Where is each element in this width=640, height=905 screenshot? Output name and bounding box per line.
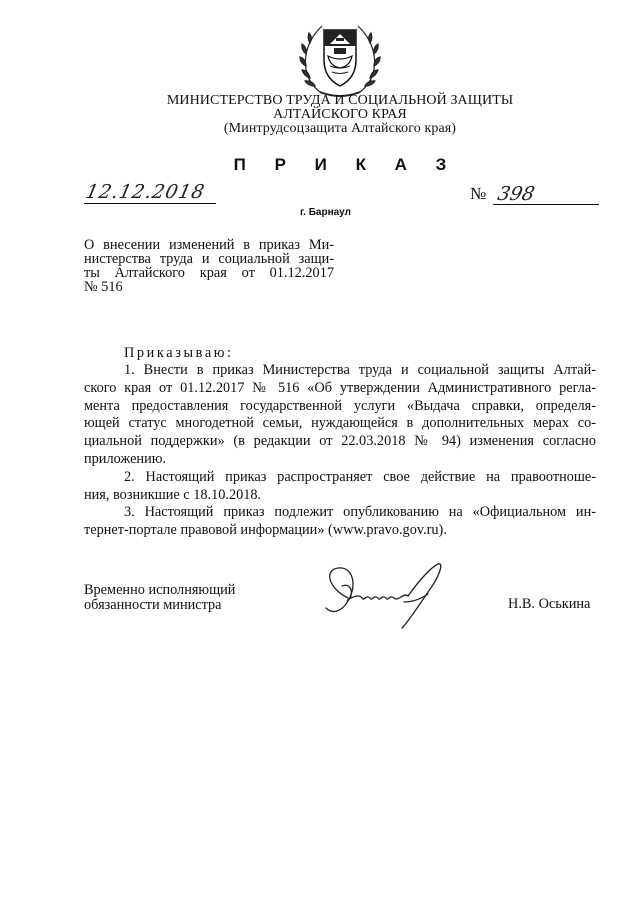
city-label: г. Барнаул — [300, 207, 351, 218]
order-subject — [84, 238, 334, 294]
body-line: ния, возникшие с 18.10.2018. — [84, 486, 262, 503]
order-body — [84, 362, 596, 540]
body-line: 2. Настоящий приказ распространяет свое действие на правоотноше- — [124, 468, 596, 485]
ministry-short-name: (Минтрудсоцзащита Алтайского края) — [223, 121, 457, 136]
body-line: тернет-портале правовой информации» (www.pravo.gov.ru). — [84, 522, 447, 539]
ministry-name-line2: АЛТАЙСКОГО КРАЯ — [273, 107, 407, 122]
position-line2: обязанности министра — [84, 596, 222, 613]
body-line: мента предоставления государственной услуги «Выдача справки, определя- — [84, 397, 596, 414]
signatory-position — [84, 583, 235, 613]
signatory-name: Н.В. Оськина — [508, 596, 591, 612]
decree-word: Приказываю: — [124, 345, 234, 361]
order-date-handwritten: 12.12.2018 — [83, 181, 208, 203]
subject-line: нистерства труда и социальной защи- — [84, 251, 334, 267]
body-line: 3. Настоящий приказ подлежит опубликованию на «Официальном ин- — [124, 504, 596, 521]
body-line: приложению. — [84, 450, 166, 467]
subject-line: ты Алтайского края от 01.12.2017 — [84, 265, 334, 281]
order-number-handwritten: 398 — [495, 183, 537, 205]
document-title: П Р И К А З — [233, 155, 459, 174]
date-underline — [84, 201, 216, 204]
body-line: циальной поддержки» (в редакции от 22.03.2018 № 94) изменения согласно — [84, 433, 596, 450]
order-number-label: № — [470, 184, 487, 203]
coat-of-arms-emblem — [296, 16, 384, 100]
body-line: ющей статус многодетной семьи, нуждающейся в дополнительных мерах со- — [84, 415, 596, 432]
number-underline — [493, 204, 599, 205]
ministry-header — [120, 94, 560, 136]
body-line: 1. Внести в приказ Министерства труда и социальной защиты Алтай- — [124, 362, 596, 378]
body-line: ского края от 01.12.2017 № 516 «Об утверждении Административного регла- — [84, 379, 596, 396]
handwritten-signature — [318, 558, 458, 630]
subject-line: № 516 — [84, 279, 123, 295]
ministry-name-line1: МИНИСТЕРСТВО ТРУДА И СОЦИАЛЬНОЙ ЗАЩИТЫ — [166, 93, 514, 108]
position-line1: Временно исполняющий — [84, 582, 236, 598]
subject-line: О внесении изменений в приказ Ми- — [84, 237, 334, 253]
